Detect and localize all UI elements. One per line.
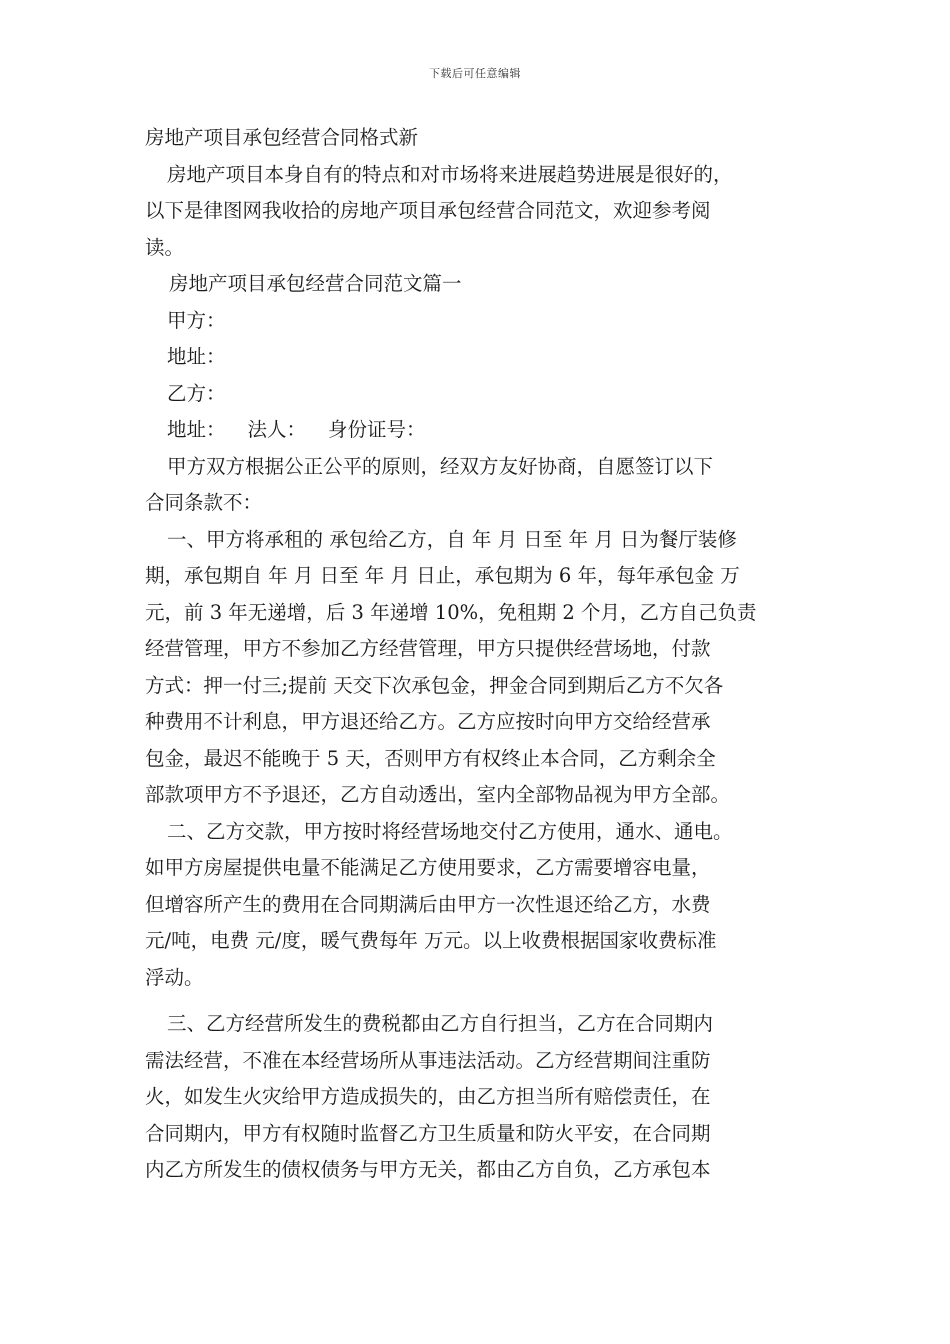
document-body xyxy=(145,120,825,1189)
clause-line: 种费用不计利息，甲方退还给乙方。乙方应按时向甲方交给经营承 xyxy=(145,710,711,733)
clause-line: 如甲方房屋提供电量不能满足乙方使用要求，乙方需要增容电量， xyxy=(145,856,711,879)
document-subtitle: 房地产项目承包经营合同范文篇一 xyxy=(169,272,462,295)
clause-1 xyxy=(145,522,825,814)
preamble-line: 合同条款不： xyxy=(145,491,263,514)
intro-line: 以下是律图网我收拾的房地产项目承包经营合同范文，欢迎参考阅 xyxy=(145,199,711,222)
party-a-label: 甲方： xyxy=(167,308,226,332)
clause-line: 内乙方所发生的债权债务与甲方无关，都由乙方自负，乙方承包本 xyxy=(145,1158,711,1181)
clause-line: 二、乙方交款，甲方按时将经营场地交付乙方使用，通水、通电。 xyxy=(167,819,733,843)
clause-line: 浮动。 xyxy=(145,965,204,989)
clause-line: 需法经营，不准在本经营场所从事违法活动。乙方经营期间注重防 xyxy=(145,1048,711,1072)
document-title: 房地产项目承包经营合同格式新 xyxy=(145,126,419,149)
clause-line: 元/吨，电费 元/度，暖气费每年 万元。以上收费根据国家收费标准 xyxy=(145,929,717,952)
preamble-paragraph xyxy=(145,449,825,522)
intro-line: 读。 xyxy=(145,235,185,259)
intro-line: 房地产项目本身自有的特点和对市场将来进展趋势进展是很好的， xyxy=(167,162,733,186)
clause-line: 包金，最迟不能晚于 5 天，否则甲方有权终止本合同，乙方剩余全 xyxy=(145,746,716,770)
preamble-line: 甲方双方根据公正公平的原则，经双方友好协商，自愿签订以下 xyxy=(167,454,714,478)
legal-person-label: 法人： xyxy=(247,418,307,441)
id-number-label: 身份证号： xyxy=(328,418,426,441)
clause-line: 合同期内，甲方有权随时监督乙方卫生质量和防火平安，在合同期 xyxy=(145,1121,711,1145)
clause-line: 火，如发生火灾给甲方造成损失的，由乙方担当所有赔偿责任，在 xyxy=(145,1085,711,1108)
clause-3 xyxy=(145,1006,825,1189)
address-b-label: 地址： xyxy=(167,418,226,441)
clause-line: 经营管理，甲方不参加乙方经营管理，甲方只提供经营场地，付款 xyxy=(145,637,711,660)
intro-paragraph xyxy=(145,157,825,267)
clause-line: 部款项甲方不予退还，乙方自动透出，室内全部物品视为甲方全部。 xyxy=(145,783,731,806)
clause-2 xyxy=(145,814,825,997)
clause-line: 期，承包期自 年 月 日至 年 月 日止，承包期为 6 年，每年承包金 万 xyxy=(145,564,740,587)
clause-line: 但增容所产生的费用在合同期满后由甲方一次性退还给乙方，水费 xyxy=(145,892,711,916)
clause-line: 一、甲方将承租的 承包给乙方，自 年 月 日至 年 月 日为餐厅装修 xyxy=(167,527,737,551)
party-b-label: 乙方： xyxy=(167,381,226,405)
party-b-details xyxy=(145,412,825,449)
page-header: 下载后可任意编辑 xyxy=(429,67,521,80)
clause-line: 方式：押一付三;提前 天交下次承包金，押金合同到期后乙方不欠各 xyxy=(145,673,724,697)
clause-line: 三、乙方经营所发生的费税都由乙方自行担当，乙方在合同期内 xyxy=(167,1012,714,1035)
clause-line: 元，前 3 年无递增，后 3 年递增 10%，免租期 2 个月，乙方自己负责 xyxy=(145,600,757,624)
address-a-label: 地址： xyxy=(167,345,226,368)
